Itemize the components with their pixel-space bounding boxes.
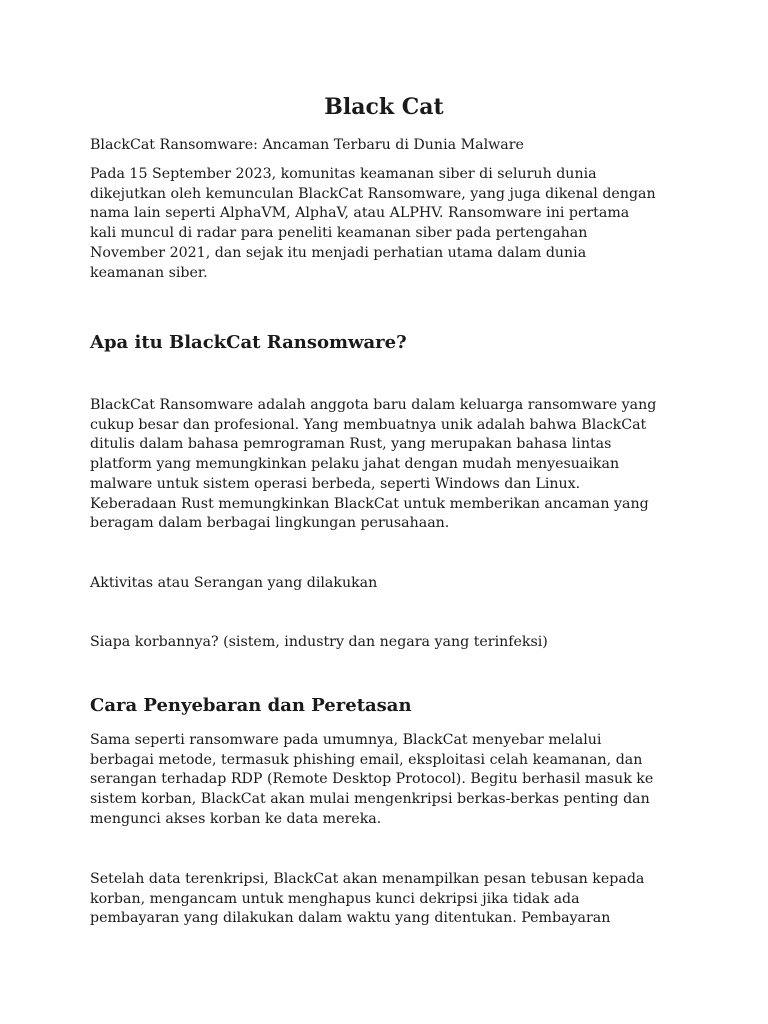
paragraph-line: ditulis dalam bahasa pemrograman Rust, yang merupakan bahasa lintas <box>90 436 612 453</box>
paragraph-line: serangan terhadap RDP (Remote Desktop Protocol). Begitu berhasil masuk ke <box>90 771 654 788</box>
what-is-paragraph <box>90 396 690 534</box>
paragraph-line: Pada 15 September 2023, komunitas keamanan siber di seluruh dunia <box>90 166 597 182</box>
paragraph-line: Sama seperti ransomware pada umumnya, BlackCat menyebar melalui <box>90 732 602 748</box>
intro-paragraph <box>90 165 690 283</box>
ransom-paragraph <box>90 870 690 929</box>
section-heading-spread: Cara Penyebaran dan Peretasan <box>90 695 412 716</box>
document-subtitle <box>90 136 690 156</box>
activities-line <box>90 574 690 594</box>
paragraph-line: cukup besar dan profesional. Yang membuatnya unik adalah bahwa BlackCat <box>90 416 647 433</box>
paragraph-line: kali muncul di radar para peneliti keamanan siber pada pertengahan <box>90 225 588 242</box>
paragraph-line: Aktivitas atau Serangan yang dilakukan <box>90 575 378 591</box>
paragraph-line: keamanan siber. <box>90 264 208 281</box>
paragraph-line: berbagai metode, termasuk phishing email, eksploitasi celah keamanan, dan <box>90 751 643 768</box>
spread-paragraph <box>90 731 690 830</box>
victims-line <box>90 633 690 653</box>
subtitle-line: BlackCat Ransomware: Ancaman Terbaru di Dunia Malware <box>90 137 524 153</box>
paragraph-line: pembayaran yang dilakukan dalam waktu yang ditentukan. Pembayaran <box>90 910 611 927</box>
paragraph-line: platform yang memungkinkan pelaku jahat dengan mudah menyesuaikan <box>90 456 620 473</box>
paragraph-line: mengunci akses korban ke data mereka. <box>90 810 382 827</box>
paragraph-line: beragam dalam berbagai lingkungan perusahaan. <box>90 515 450 532</box>
section-heading-what-is: Apa itu BlackCat Ransomware? <box>90 332 407 353</box>
paragraph-line: sistem korban, BlackCat akan mulai mengenkripsi berkas-berkas penting dan <box>90 791 650 808</box>
paragraph-line: nama lain seperti AlphaVM, AlphaV, atau ALPHV. Ransomware ini pertama <box>90 205 630 222</box>
paragraph-line: November 2021, dan sejak itu menjadi perhatian utama dalam dunia <box>90 244 587 261</box>
paragraph-line: Keberadaan Rust memungkinkan BlackCat untuk memberikan ancaman yang <box>90 495 649 512</box>
paragraph-line: Siapa korbannya? (sistem, industry dan negara yang terinfeksi) <box>90 634 548 650</box>
paragraph-line: Setelah data terenkripsi, BlackCat akan menampilkan pesan tebusan kepada <box>90 871 645 887</box>
paragraph-line: dikejutkan oleh kemunculan BlackCat Ransomware, yang juga dikenal dengan <box>90 185 656 202</box>
paragraph-line: korban, mengancam untuk menghapus kunci dekripsi jika tidak ada <box>90 890 580 907</box>
document-title: Black Cat <box>324 94 444 120</box>
paragraph-line: BlackCat Ransomware adalah anggota baru dalam keluarga ransomware yang <box>90 397 657 413</box>
paragraph-line: malware untuk sistem operasi berbeda, seperti Windows dan Linux. <box>90 475 581 492</box>
